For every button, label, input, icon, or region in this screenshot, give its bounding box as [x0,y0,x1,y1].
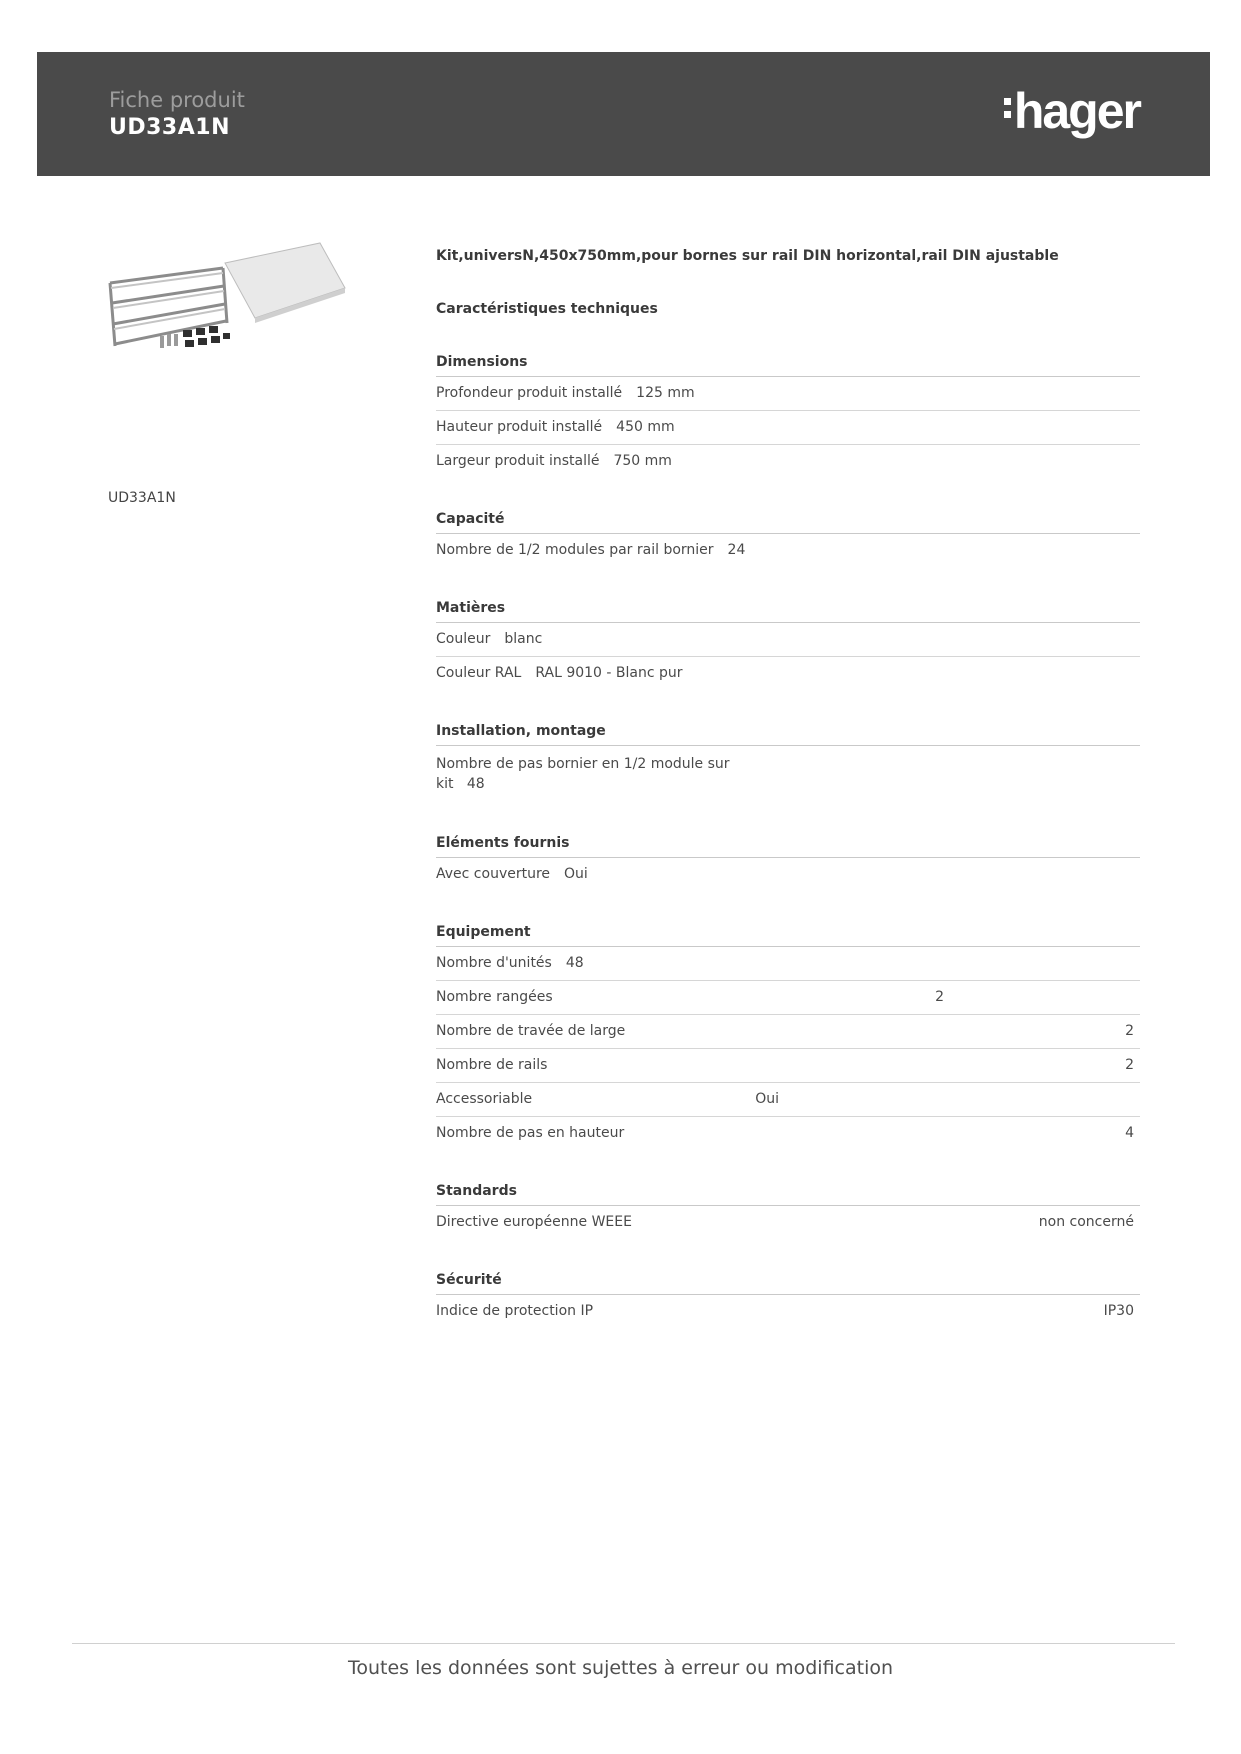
spec-row [436,534,1140,567]
section-dimensions [436,321,1140,478]
header-kicker: Fiche produit [109,88,245,112]
spec-value: 48 [466,776,485,792]
spec-row [436,981,1140,1015]
product-code-title: UD33A1N [109,115,230,140]
spec-value: 450 mm [616,419,675,435]
image-caption: UD33A1N [108,490,176,506]
product-image [105,238,350,363]
spec-value: 48 [565,955,584,971]
brand-logo [1004,82,1140,140]
spec-label: Nombre de pas bornier en 1/2 module sur kit [436,756,730,792]
spec-value: 2 [1125,1057,1134,1073]
section-title: Eléments fournis [436,802,1140,858]
footer-disclaimer: Toutes les données sont sujettes à erreur ou modification [347,1657,894,1679]
spec-label: Directive européenne WEEE [436,1214,632,1230]
spec-row [436,1015,1140,1049]
spec-label: Couleur RAL [436,665,522,681]
section-elements-fournis [436,802,1140,891]
spec-row [436,445,1140,478]
product-description: Kit,universN,450x750mm,pour bornes sur rail DIN horizontal,rail DIN ajustable [436,248,1059,264]
spec-label: Nombre d'unités [436,955,552,971]
section-capacite [436,478,1140,567]
footer-divider [72,1643,1175,1644]
spec-value: blanc [504,631,543,647]
section-title: Capacité [436,478,1140,534]
spec-value: Oui [564,866,588,882]
spec-row [436,1049,1140,1083]
spec-label: Accessoriable [436,1091,533,1107]
section-securite [436,1239,1140,1328]
section-equipement [436,891,1140,1150]
spec-label: Hauteur produit installé [436,419,603,435]
spec-label: Profondeur produit installé [436,385,623,401]
spec-value: 2 [1125,1023,1134,1039]
spec-row [436,1206,1140,1239]
spec-value: Oui [755,1091,779,1107]
tech-characteristics-title: Caractéristiques techniques [436,301,658,317]
spec-label: Nombre rangées [436,989,553,1005]
spec-row [436,947,1140,981]
section-matieres [436,567,1140,690]
logo-colon-icon [1004,92,1014,124]
spec-row [436,1117,1140,1150]
spec-label: Nombre de pas en hauteur [436,1125,625,1141]
spec-row [436,858,1140,891]
spec-label: Avec couverture [436,866,551,882]
spec-label: Indice de protection IP [436,1303,594,1319]
spec-row [436,377,1140,411]
spec-value: 750 mm [613,453,672,469]
spec-value: 4 [1125,1125,1134,1141]
section-title: Standards [436,1150,1140,1206]
spec-row [436,1083,1140,1117]
spec-value: 24 [727,542,746,558]
spec-content [436,240,1140,1328]
section-standards [436,1150,1140,1239]
spec-value: 125 mm [636,385,695,401]
spec-label: Nombre de travée de large [436,1023,626,1039]
spec-value: RAL 9010 - Blanc pur [535,665,683,681]
page-header [37,52,1210,176]
section-title: Equipement [436,891,1140,947]
spec-label: Nombre de 1/2 modules par rail bornier [436,542,714,558]
spec-row [436,657,1140,690]
spec-label: Largeur produit installé [436,453,600,469]
section-installation [436,690,1140,802]
spec-label: Couleur [436,631,491,647]
section-title: Sécurité [436,1239,1140,1295]
section-title: Installation, montage [436,690,1140,746]
brand-name: hager [1013,83,1140,139]
spec-label: Nombre de rails [436,1057,548,1073]
spec-row [436,623,1140,657]
spec-row [436,1295,1140,1328]
section-title: Matières [436,567,1140,623]
spec-value: non concerné [1038,1214,1134,1230]
spec-value: IP30 [1103,1303,1134,1319]
section-title: Dimensions [436,321,1140,377]
spec-row [436,746,1140,802]
spec-value: 2 [935,989,944,1005]
spec-row [436,411,1140,445]
